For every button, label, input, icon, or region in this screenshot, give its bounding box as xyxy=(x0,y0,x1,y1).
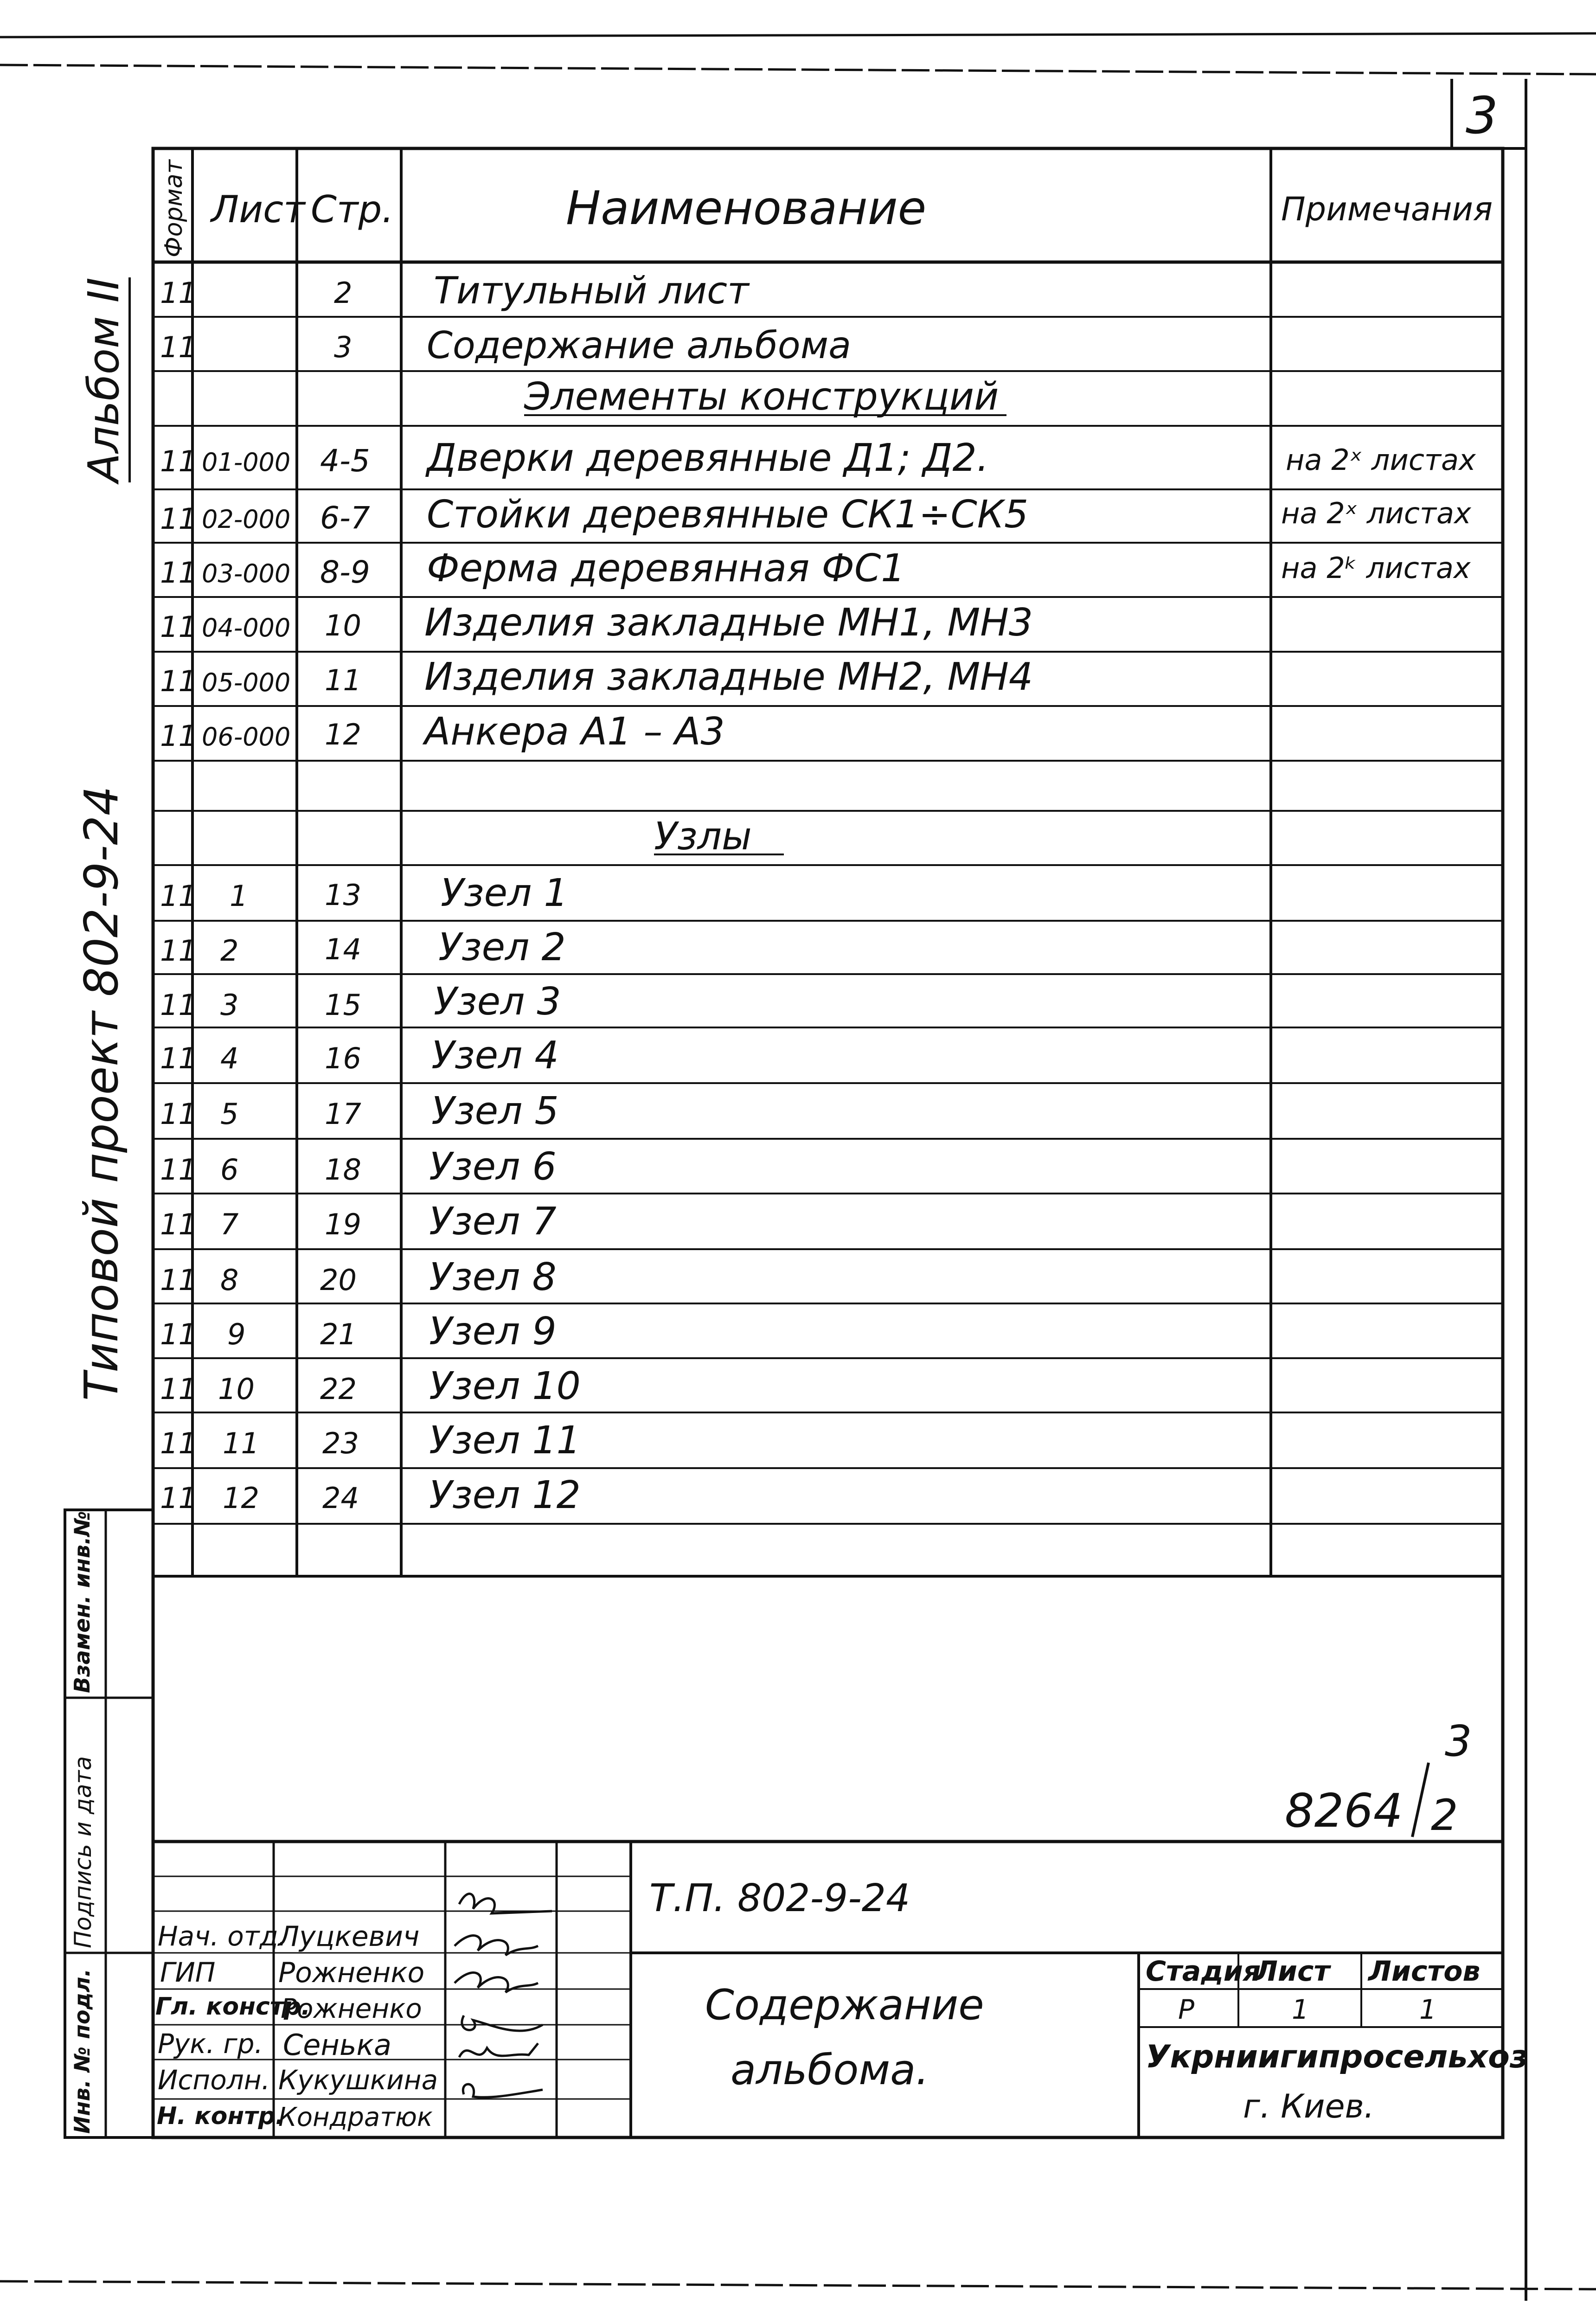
project-label: Типовой проект 802-9-24 xyxy=(74,786,128,1401)
row-page: 3 xyxy=(334,330,353,364)
row-page: 21 xyxy=(320,1317,357,1351)
row-name: Ферма деревянная ФС1 xyxy=(427,546,905,590)
header-notes: Примечания xyxy=(1281,190,1493,228)
row-page: 10 xyxy=(325,609,361,642)
archive-sub: 2 xyxy=(1431,1791,1458,1840)
row-page: 23 xyxy=(322,1426,359,1460)
sheets-label: Листов xyxy=(1368,1955,1481,1988)
row-sheet: 12 xyxy=(223,1481,259,1515)
archive-top: 3 xyxy=(1445,1716,1472,1766)
row-page: 13 xyxy=(325,878,361,912)
row-format: 11 xyxy=(160,1207,197,1241)
archive-number: 8264 xyxy=(1285,1784,1403,1838)
person-name: Рожненко xyxy=(281,1993,422,2024)
row-name: Узел 9 xyxy=(429,1309,557,1354)
row-sheet: 4 xyxy=(220,1041,239,1075)
section-elements: Элементы конструкций xyxy=(524,375,999,419)
document-title-line1: Содержание xyxy=(705,1981,984,2029)
row-page: 22 xyxy=(320,1372,357,1406)
row-sheet: 7 xyxy=(220,1207,239,1241)
person-name: Сенька xyxy=(283,2028,391,2062)
row-format: 11 xyxy=(160,276,197,310)
row-format: 11 xyxy=(160,444,197,478)
row-page: 16 xyxy=(325,1041,361,1075)
row-page: 14 xyxy=(325,932,361,966)
row-format: 11 xyxy=(160,502,197,536)
row-format: 11 xyxy=(160,664,197,698)
row-page: 11 xyxy=(325,663,361,697)
row-sheet: 10 xyxy=(218,1372,255,1406)
row-page: 24 xyxy=(322,1481,359,1515)
row-page: 8-9 xyxy=(320,554,370,590)
row-name: Изделия закладные МН2, МН4 xyxy=(424,655,1033,699)
row-format: 11 xyxy=(160,330,197,364)
stamp-inv-original: Инв. № подл. xyxy=(70,1969,95,2134)
sheet-value: 1 xyxy=(1292,1994,1309,2025)
row-name: Узел 6 xyxy=(429,1145,557,1189)
row-format: 11 xyxy=(160,988,197,1022)
row-name: Титульный лист xyxy=(434,269,749,312)
row-name: Узел 10 xyxy=(429,1364,581,1408)
row-name: Узел 1 xyxy=(441,871,568,915)
person-name: Луцкевич xyxy=(278,1920,420,1953)
row-notes: на 2ˣ листах xyxy=(1286,443,1476,477)
row-format: 11 xyxy=(160,1041,197,1075)
row-name: Узел 2 xyxy=(438,925,566,969)
row-format: 11 xyxy=(160,934,197,968)
header-sheet: Лист xyxy=(211,188,305,231)
row-name: Содержание альбома xyxy=(427,324,852,367)
row-format: 11 xyxy=(160,1317,197,1351)
row-name: Узел 12 xyxy=(429,1473,581,1517)
row-name: Узел 11 xyxy=(429,1418,581,1463)
row-page: 2 xyxy=(334,276,353,310)
person-name: Кондратюк xyxy=(278,2102,433,2132)
signatures xyxy=(445,1876,557,2137)
role: Н. контр. xyxy=(157,2102,285,2130)
row-page: 4-5 xyxy=(320,443,370,479)
row-format: 11 xyxy=(160,1263,197,1297)
row-format: 11 xyxy=(160,1372,197,1406)
row-name: Стойки деревянные СК1÷СК5 xyxy=(427,493,1029,537)
sheet-label: Лист xyxy=(1255,1955,1330,1988)
row-sheet: 5 xyxy=(220,1097,239,1131)
row-notes: на 2ᵏ листах xyxy=(1281,551,1471,585)
row-name: Узел 4 xyxy=(431,1033,559,1078)
row-page: 19 xyxy=(325,1207,361,1241)
row-sheet: 11 xyxy=(223,1426,259,1460)
sheet-number: 3 xyxy=(1466,86,1498,145)
role: Нач. отд. xyxy=(158,1920,287,1952)
stage-value: Р xyxy=(1178,1994,1194,2025)
document-title-line2: альбома. xyxy=(731,2046,929,2094)
row-name: Узел 8 xyxy=(429,1255,557,1299)
row-name: Узел 5 xyxy=(431,1089,559,1133)
row-notes: на 2ˣ листах xyxy=(1281,496,1471,530)
row-name: Анкера А1 – А3 xyxy=(424,710,725,754)
row-sheet: 01-000 xyxy=(202,448,291,477)
stamp-sign-date: Подпись и дата xyxy=(70,1756,96,1948)
row-sheet: 03-000 xyxy=(202,559,291,588)
role: Рук. гр. xyxy=(158,2028,263,2060)
row-sheet: 06-000 xyxy=(202,722,291,751)
row-page: 17 xyxy=(325,1097,361,1131)
row-sheet: 05-000 xyxy=(202,668,291,697)
sheets-value: 1 xyxy=(1419,1994,1436,2025)
row-page: 15 xyxy=(325,988,361,1022)
role: ГИП xyxy=(160,1957,216,1988)
row-format: 11 xyxy=(160,610,197,644)
stamp-swap-inv: Взамен. инв.№ xyxy=(70,1511,95,1693)
row-sheet: 1 xyxy=(230,879,248,913)
row-sheet: 3 xyxy=(220,988,239,1022)
row-format: 11 xyxy=(160,719,197,753)
row-format: 11 xyxy=(160,556,197,590)
row-sheet: 6 xyxy=(220,1153,239,1187)
row-name: Узел 3 xyxy=(434,980,561,1024)
role: Гл. констр. xyxy=(155,1993,310,2021)
role: Исполн. xyxy=(158,2064,270,2096)
row-name: Узел 7 xyxy=(429,1200,557,1244)
organization-name: Укрниигипросельхоз xyxy=(1146,2039,1528,2075)
person-name: Кукушкина xyxy=(278,2064,438,2096)
row-format: 11 xyxy=(160,879,197,913)
stage-label: Стадия xyxy=(1146,1955,1261,1988)
album-label: Альбом II xyxy=(79,277,131,482)
row-sheet: 04-000 xyxy=(202,613,291,642)
row-name: Изделия закладные МН1, МН3 xyxy=(424,601,1033,645)
row-format: 11 xyxy=(160,1481,197,1515)
row-sheet: 8 xyxy=(220,1263,239,1297)
row-format: 11 xyxy=(160,1097,197,1131)
section-nodes: Узлы xyxy=(654,815,752,859)
row-format: 11 xyxy=(160,1153,197,1187)
row-page: 20 xyxy=(320,1263,357,1297)
row-sheet: 9 xyxy=(227,1317,246,1351)
row-sheet: 02-000 xyxy=(202,505,291,534)
row-name: Дверки деревянные Д1; Д2. xyxy=(427,436,989,480)
row-format: 11 xyxy=(160,1426,197,1460)
person-name: Рожненко xyxy=(278,1957,425,1989)
header-name: Наименование xyxy=(566,181,927,235)
row-page: 18 xyxy=(325,1153,361,1187)
header-page: Стр. xyxy=(311,188,394,231)
project-code: Т.П. 802-9-24 xyxy=(649,1876,910,1920)
row-page: 12 xyxy=(325,718,361,751)
header-format: Формат xyxy=(160,160,188,257)
row-sheet: 2 xyxy=(220,934,239,968)
organization-city: г. Киев. xyxy=(1243,2087,1375,2125)
row-page: 6-7 xyxy=(320,500,370,536)
